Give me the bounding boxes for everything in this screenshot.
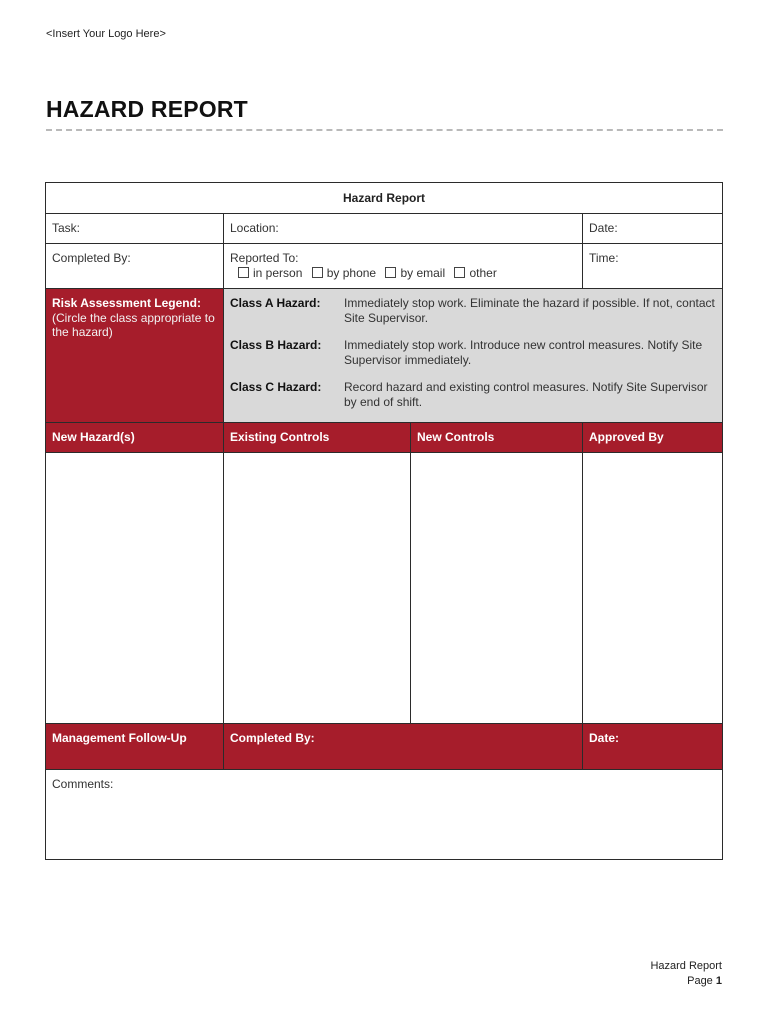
page-footer	[650, 959, 722, 989]
header-existing-controls: Existing Controls	[224, 423, 411, 453]
checkbox-icon[interactable]	[385, 267, 396, 278]
hazard-class-list	[224, 289, 723, 423]
footer-page-label: Page	[687, 975, 713, 987]
hazard-class-c	[230, 380, 716, 410]
option-by-phone[interactable]: by phone	[312, 266, 376, 280]
management-followup-label: Management Follow-Up	[46, 724, 224, 770]
completed-by-label: Completed By:	[52, 251, 131, 265]
checkbox-icon[interactable]	[312, 267, 323, 278]
page-title: HAZARD REPORT	[46, 96, 248, 122]
new-hazards-entry[interactable]	[46, 453, 224, 724]
option-by-email[interactable]: by email	[385, 266, 445, 280]
date-field[interactable]	[583, 214, 723, 244]
time-label: Time:	[589, 251, 619, 265]
class-name: Class B Hazard:	[230, 338, 322, 352]
header-new-controls: New Controls	[411, 423, 583, 453]
hazard-report-form	[45, 182, 722, 860]
risk-legend-title: Risk Assessment Legend:	[52, 296, 201, 310]
option-other[interactable]: other	[454, 266, 496, 280]
task-label: Task:	[52, 221, 81, 235]
comments-label: Comments:	[52, 777, 114, 791]
approved-by-entry[interactable]	[583, 453, 723, 724]
footer-page-indicator	[650, 974, 722, 989]
title-divider	[46, 129, 723, 131]
location-field[interactable]	[224, 214, 583, 244]
header-approved-by: Approved By	[583, 423, 723, 453]
hazard-class-a	[230, 296, 716, 326]
task-field[interactable]	[46, 214, 224, 244]
risk-legend-subtitle: (Circle the class appropriate to the hazard)	[52, 311, 215, 339]
footer-doc-name: Hazard Report	[650, 960, 722, 972]
followup-date-field[interactable]	[583, 724, 723, 770]
class-description: Immediately stop work. Eliminate the hazard if possible. If not, contact Site Supervisor.	[344, 296, 715, 325]
header-new-hazards: New Hazard(s)	[46, 423, 224, 453]
risk-legend-cell	[46, 289, 224, 423]
followup-completed-by-field[interactable]	[224, 724, 583, 770]
checkbox-icon[interactable]	[454, 267, 465, 278]
followup-completed-by-label: Completed By:	[230, 731, 315, 745]
location-label: Location:	[230, 221, 279, 235]
new-controls-entry[interactable]	[411, 453, 583, 724]
comments-field[interactable]	[46, 770, 723, 860]
class-description: Immediately stop work. Introduce new control measures. Notify Site Supervisor immediately.	[344, 338, 703, 367]
class-description: Record hazard and existing control measures. Notify Site Supervisor by end of shift.	[344, 380, 708, 409]
hazard-class-b	[230, 338, 716, 368]
logo-placeholder: <Insert Your Logo Here>	[46, 28, 166, 40]
reported-to-field	[224, 244, 583, 289]
class-name: Class C Hazard:	[230, 380, 322, 394]
time-field[interactable]	[583, 244, 723, 289]
completed-by-field[interactable]	[46, 244, 224, 289]
existing-controls-entry[interactable]	[224, 453, 411, 724]
class-name: Class A Hazard:	[230, 296, 321, 310]
date-label: Date:	[589, 221, 618, 235]
checkbox-icon[interactable]	[238, 267, 249, 278]
reported-to-label: Reported To:	[230, 251, 299, 265]
footer-page-number: 1	[715, 975, 722, 987]
reported-to-options	[230, 266, 576, 280]
option-in-person[interactable]: in person	[238, 266, 302, 280]
form-caption: Hazard Report	[46, 183, 723, 214]
followup-date-label: Date:	[589, 731, 620, 745]
